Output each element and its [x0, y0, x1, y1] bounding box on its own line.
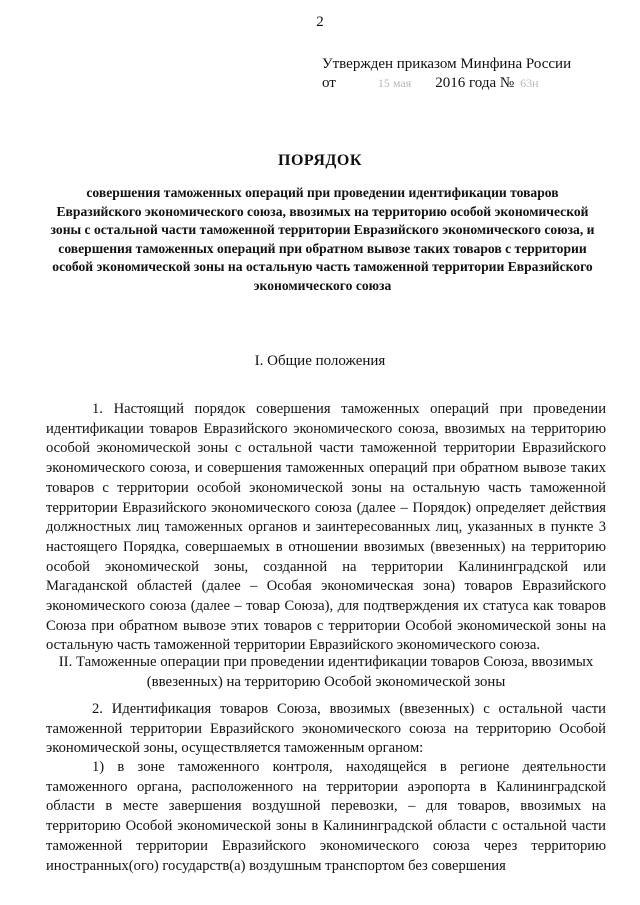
approval-date-line [322, 74, 571, 93]
paragraph-3: 1) в зоне таможенного контроля, находящейся в регионе деятельности таможенного органа, расположенного на территории аэропорта в Калининградской области в месте завершения воздушной перевозки, – для товаров, ввозимых на территорию Особой экономической зоны в Калининградской области с остальной части таможенной территории Евразийского экономического союза через территорию иностранных(ого) государств(а) воздушным транспортом без совершения [46, 759, 606, 874]
document-subtitle: совершения таможенных операций при проведении идентификации товаров Евразийского экономического союза, ввозимых на территорию особой экономической зоны с остальной части таможенной территории Евразийского экономического союза, и совершения таможенных операций при обратном вывозе таких товаров с территории особой экономической зоны на остальную часть таможенной территории Евразийского экономического союза [50, 185, 595, 293]
paragraph-1: 1. Настоящий порядок совершения таможенных операций при проведении идентификации товаров Евразийского экономического союза, ввозимых на территорию особой экономической зоны с остальной части таможенной территории Евразийского экономического союза, и совершения таможенных операций при обратном вывозе таких товаров с территории особой экономической зоны на остальную часть таможенной территории Евразийского экономического союза (далее – Порядок) определяет действия должностных лиц таможенных органов и заинтересованных лиц, указанных в пункте 3 настоящего Порядка, совершаемых в отношении ввозимых (ввезенных) на территорию особой экономической зоны, созданной на территории Калининградской или Магаданской областей (далее – Особая экономическая зона) товаров Евразийского экономического союза (далее – товар Союза), для подтверждения их статуса как товаров Союза при обратном вывозе этих товаров с территории Особой экономической зоны на остальную часть таможенной территории Евразийского экономического союза. [46, 401, 606, 654]
approval-line: Утвержден приказом Минфина России [322, 56, 572, 72]
section-heading-1: I. Общие положения [254, 353, 386, 369]
page-number: 2 [316, 14, 324, 30]
document-title: ПОРЯДОК [278, 152, 362, 169]
from-label: от [322, 75, 336, 91]
paragraph-2: 2. Идентификация товаров Союза, ввозимых (ввезенных) с остальной части таможенной территории Евразийского экономического союза на территорию Особой экономической зоны, осуществляется таможенным органом: [46, 701, 606, 757]
approval-stamp [322, 55, 571, 93]
handwritten-date: 15 мая [377, 76, 412, 90]
section-heading-2: II. Таможенные операции при проведении идентификации товаров Союза, ввозимых (ввезенных) на территорию Особой экономической зоны [58, 654, 594, 690]
handwritten-number: 63н [520, 76, 539, 90]
order-year: 2016 года № [435, 75, 515, 91]
